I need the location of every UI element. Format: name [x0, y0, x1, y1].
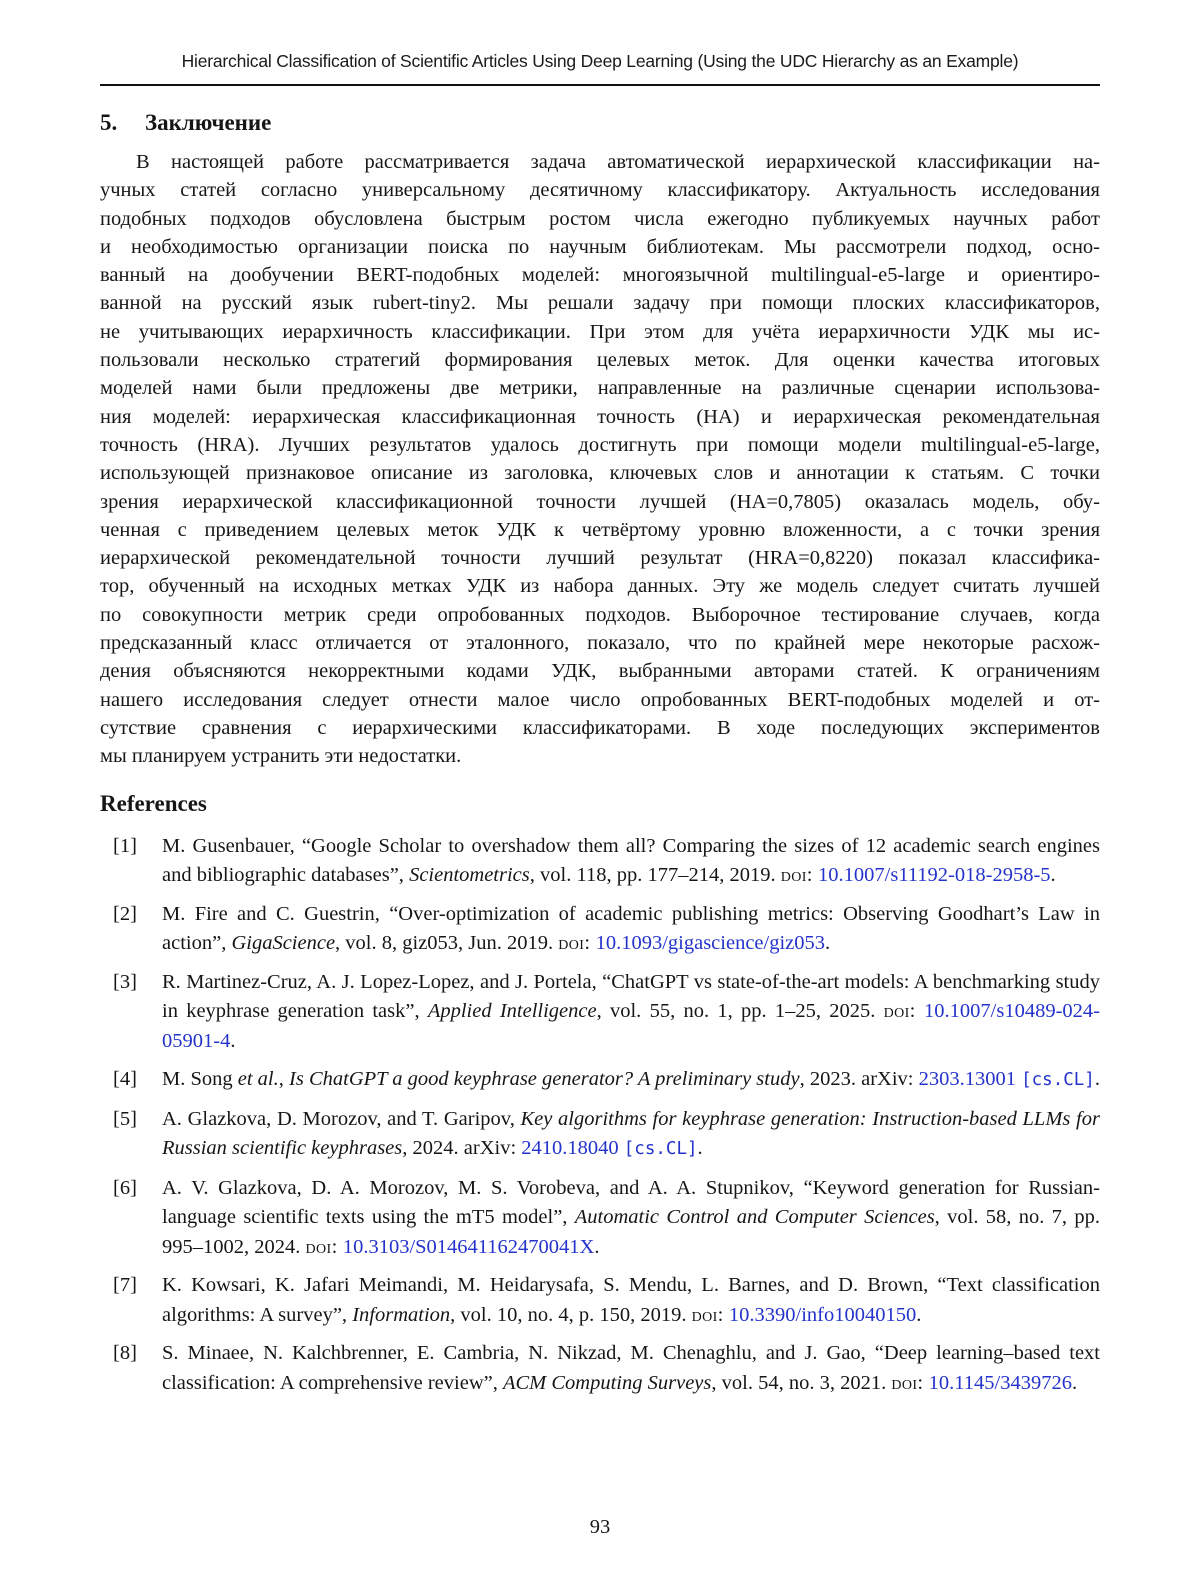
reference-text: S. Minaee, N. Kalchbrenner, E. Cambria, N. Nikzad, M. Chenaghlu, and J. Gao, “Deep learning–based text classification: A comprehensive review”,: [162, 1342, 1100, 1394]
paragraph-line: тор, обученный на исходных метках УДК из набора данных. Эту же модель следует считать лучшей: [100, 575, 1100, 598]
reference-item: [100, 1339, 1100, 1398]
reference-item: [100, 968, 1100, 1057]
reference-item: [100, 1271, 1100, 1330]
doi-link[interactable]: 10.1093/gigascience/giz053: [595, 932, 826, 955]
paragraph-line: ния моделей: иерархическая классификационная точность (HA) и иерархическая рекомендательная: [100, 405, 1100, 428]
reference-text: GigaScience: [231, 932, 336, 955]
reference-text: K. Kowsari, K. Jafari Meimandi, M. Heidarysafa, S. Mendu, L. Barnes, and D. Brown, “Text classification algorithms: A survey”,: [162, 1274, 1100, 1326]
reference-text: , vol. 54, no. 3, 2021.: [711, 1371, 892, 1394]
reference-text: A. Glazkova, D. Morozov, and T. Garipov,: [162, 1107, 521, 1130]
paragraph-line: сутствие сравнения с иерархическими классификаторами. В ходе последующих экспериментов: [100, 716, 1100, 739]
reference-text: M. Song: [162, 1068, 238, 1091]
reference-text: ,: [278, 1068, 290, 1091]
paragraph-line: моделей нами были предложены две метрики, направленные на различные сценарии использова-: [100, 377, 1100, 400]
reference-text: M. Fire and C. Guestrin, “Over-optimization of academic publishing metrics: Observing Goodhart’s Law in action”,: [162, 902, 1100, 955]
paragraph-line: нашего исследования следует отнести малое число опробованных BERT-подобных моделей и от-: [100, 688, 1100, 711]
paragraph-line: В настоящей работе рассматривается задача автоматической иерархической классификации на-: [136, 151, 1100, 173]
reference-number: [1]: [113, 834, 137, 857]
reference-text: , 2024. arXiv:: [402, 1137, 522, 1160]
reference-text: .: [697, 1137, 703, 1160]
paragraph-line: использующей признаковое описание из заголовка, ключевых слов и аннотации к статьям. С точки: [100, 462, 1100, 485]
paragraph-line: и необходимостью организации поиска по научным библиотекам. Мы рассмотрели подход, осно-: [100, 235, 1100, 258]
paragraph-line: ванный на дообучении BERT-подобных моделей: многоязычной multilingual-e5-large и ориентиро-: [100, 264, 1100, 287]
paragraph-line: учных статей согласно универсальному десятичному классификатору. Актуальность исследования: [100, 179, 1100, 202]
reference-text: A. V. Glazkova, D. A. Morozov, M. S. Vorobeva, and A. A. Stupnikov, “Keyword generation for Russian-language scientific texts using the mT5 model”,: [162, 1176, 1100, 1229]
header-rule: [100, 84, 1100, 86]
paragraph-line: предсказанный класс отличается от эталонного, показало, что по крайней мере некоторые расхож-: [100, 632, 1100, 655]
reference-text: , vol. 58, no. 7, pp. 995–1002, 2024.: [162, 1206, 1100, 1258]
reference-number: [6]: [113, 1176, 137, 1199]
reference-text: M. Gusenbauer, “Google Scholar to overshadow them all? Comparing the sizes of 12 academic search engines and bibliographic databases”,: [162, 834, 1100, 887]
references-title: References: [100, 790, 207, 816]
reference-text: [916, 1000, 924, 1022]
section-number: 5.: [100, 110, 118, 135]
paragraph-line: ванной на русский язык rubert-tiny2. Мы решали задачу при помощи плоских классификаторов,: [100, 292, 1100, 315]
page-content: [100, 0, 1100, 1398]
reference-number: [5]: [113, 1107, 137, 1130]
reference-text: .: [916, 1303, 922, 1326]
doi-link[interactable]: 10.1145/3439726: [928, 1371, 1072, 1394]
reference-number: [4]: [113, 1068, 137, 1091]
doi-link[interactable]: 2303.13001: [918, 1068, 1016, 1091]
arxiv-category-link[interactable]: [cs.CL]: [623, 1139, 698, 1160]
reference-text: .: [1071, 1371, 1078, 1394]
doi-label: doi:: [780, 864, 813, 887]
reference-item: [100, 1105, 1100, 1165]
reference-item: [100, 1174, 1100, 1263]
doi-label: doi:: [891, 1371, 924, 1394]
reference-text: .: [230, 1029, 236, 1052]
doi-link[interactable]: 10.1007/s10489-024-05901-4: [162, 1000, 1100, 1052]
reference-text: , vol. 55, no. 1, pp. 1–25, 2025.: [596, 1000, 884, 1023]
paragraph-line: мы планируем устранить эти недостатки.: [100, 745, 462, 768]
running-head: Hierarchical Classification of Scientific Articles Using Deep Learning (Using the UDC Hierarchy as an Example): [181, 51, 1019, 71]
doi-label: doi:: [691, 1303, 724, 1326]
doi-label: doi:: [558, 932, 591, 955]
reference-text: .: [825, 932, 831, 955]
reference-text: ACM Computing Surveys: [502, 1371, 712, 1394]
reference-text: R. Martinez-Cruz, A. J. Lopez-Lopez, and J. Portela, “ChatGPT vs state-of-the-art models: A benchmarking study in keyphrase generation task”,: [162, 970, 1100, 1023]
reference-number: [2]: [113, 902, 137, 925]
paragraph-line: ченная с приведением целевых меток УДК к четвёртому уровню вложенности, а с точки зрения: [100, 518, 1100, 541]
section-heading: [100, 110, 1100, 136]
reference-text: , vol. 118, pp. 177–214, 2019.: [529, 864, 781, 887]
reference-text: Information: [352, 1303, 451, 1326]
doi-link[interactable]: 10.1007/s11192-018-2958-5: [818, 864, 1051, 887]
paragraph-line: зрения иерархической классификационной точности лучшей (HA=0,7805) оказалась модель, обу-: [100, 490, 1100, 513]
reference-number: [3]: [113, 970, 137, 993]
reference-text: Applied Intelligence: [427, 1000, 597, 1023]
section-title: Заключение: [145, 110, 272, 135]
reference-text: et al.: [237, 1068, 279, 1091]
reference-text: .: [1094, 1068, 1100, 1091]
paragraph-line: дения объясняются некорректными кодами УДК, выбранными авторами статей. К ограничениям: [100, 660, 1100, 683]
paragraph-line: иерархической рекомендательной точности лучший результат (HRA=0,8220) показал классифика-: [100, 547, 1100, 570]
paragraph-line: подобных подходов обусловлена быстрым ростом числа ежегодно публикуемых научных работ: [100, 207, 1100, 230]
reference-item: [100, 900, 1100, 959]
paragraph-line: пользовали несколько стратегий формирования целевых меток. Для оценки качества итоговых: [100, 349, 1100, 372]
reference-number: [7]: [113, 1274, 137, 1297]
references-list: [100, 832, 1100, 1399]
reference-item: [100, 832, 1100, 891]
reference-text: , vol. 10, no. 4, p. 150, 2019.: [450, 1303, 692, 1326]
doi-link[interactable]: 2410.18040: [521, 1137, 619, 1160]
reference-text: Key algorithms for keyphrase generation: Instruction-based LLMs for Russian scientific keyphrases: [162, 1107, 1100, 1160]
reference-text: Automatic Control and Computer Sciences: [574, 1206, 935, 1229]
reference-text: .: [1050, 864, 1056, 887]
doi-label: doi:: [883, 1000, 916, 1023]
reference-text: , 2023. arXiv:: [799, 1068, 919, 1091]
paragraph-line: точность (HRA). Лучших результатов удалось достигнуть при помощи модели multilingual-e5-large,: [100, 433, 1100, 456]
paragraph-line: по совокупности метрик среди опробованных подходов. Выборочное тестирование случаев, когда: [100, 603, 1100, 626]
arxiv-category-link[interactable]: [cs.CL]: [1021, 1070, 1095, 1091]
reference-text: .: [594, 1235, 600, 1258]
doi-label: doi:: [305, 1235, 338, 1258]
page-number: 93: [589, 1516, 611, 1538]
reference-text: , vol. 8, giz053, Jun. 2019.: [335, 932, 559, 955]
reference-text: Scientometrics: [409, 864, 530, 887]
conclusion-paragraph: [100, 148, 1100, 771]
doi-link[interactable]: 10.3390/info10040150: [728, 1303, 917, 1326]
reference-number: [8]: [113, 1342, 137, 1365]
reference-item: [100, 1065, 1100, 1096]
doi-link[interactable]: 10.3103/S014641162470041X: [342, 1235, 595, 1258]
paragraph-line: не учитывающих иерархичность классификации. При этом для учёта иерархичности УДК мы ис-: [100, 320, 1100, 343]
reference-text: Is ChatGPT a good keyphrase generator? A preliminary study: [289, 1068, 800, 1091]
